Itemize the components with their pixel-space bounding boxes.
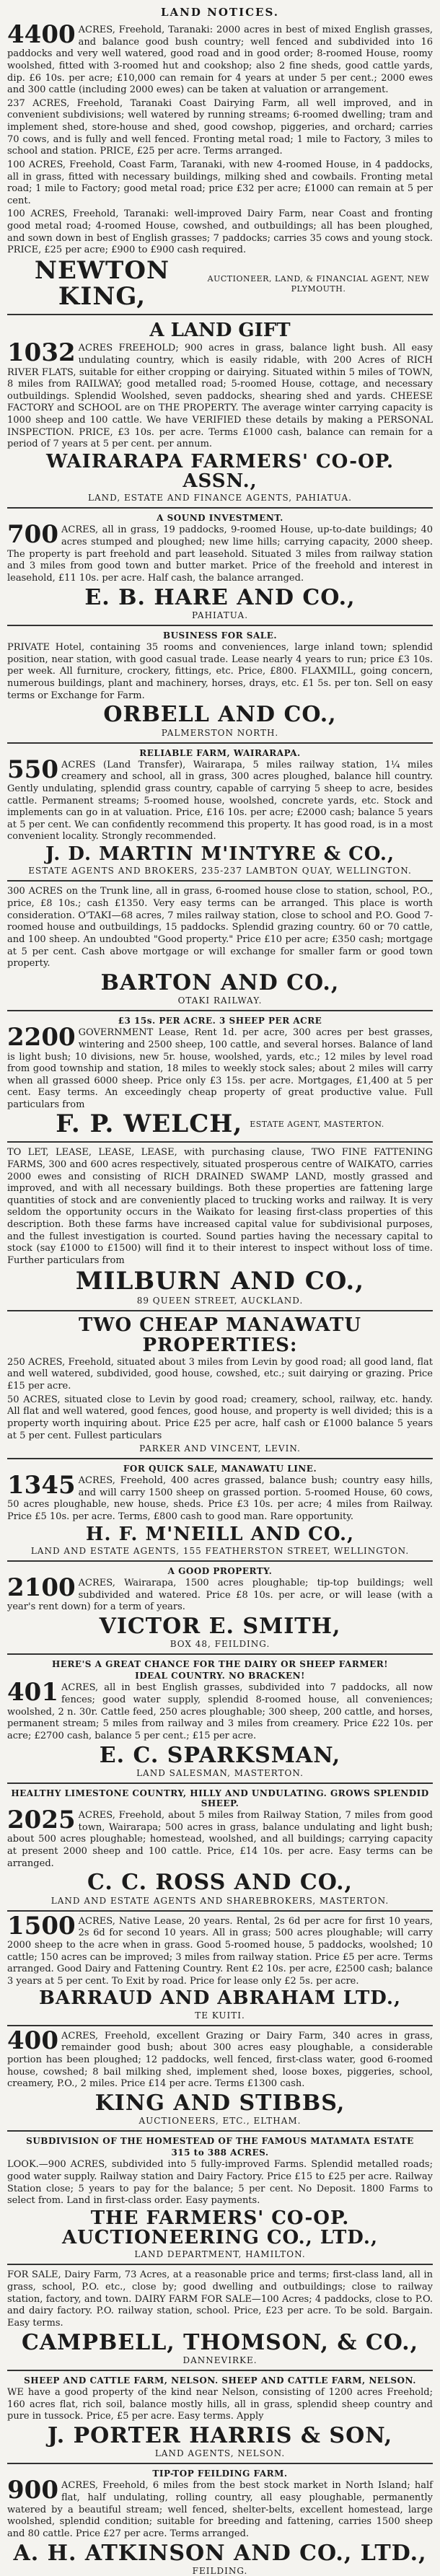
ad-lead-text: TO LET, LEASE, LEASE, LEASE, with purchasing clause, TWO FINE FATTENING FARMS, 300 and 600 acres respectively, situated prosperous centre of WAIKATO, carries 2000 ewes and consisting of RICH DRAINED SWAMP LAND, mostly grassed and improved, and with all necessary buildings. Both these properties are fattening large quantities of stock and are conveniently placed to trucking works and railway. It is very seldom the opportunity occurs in the Waikato for leasing first-class properties of this description. Both these farms have increased capital value for subdivisional purposes, and the fullest investigation is courted. Sound parties having the necessary capital to stock (say £1000 to £1500) will find it to their interest to inspect without loss of time. Further particulars from [7,1147,433,1266]
ad-lead-text: ACRES, all in best English grasses, subdivided into 7 paddocks, all now fences; good water supply, splendid 8-roomed house, all conveniences; woolshed, 2 n. 30r. Cattle feed, 250 acres ploughable; 300 sheep, 200 cattle, and horses, permanent stream; 5 miles from railway and 3 miles from creamery. Price £22 10s. per acre; £2700 cash, balance 5 per cent.; £15 per acre. [7,1682,433,1741]
advertiser-address: BOX 48, FEILDING. [170,1639,270,1650]
ad-subheading: IDEAL COUNTRY. NO BRACKEN! [135,1671,305,1682]
advertisement [7,1147,433,1306]
ad-paragraph: 50 ACRES, situated close to Levin by good road; creamery, school, railway, etc. handy. All flat and well watered, good fences, good house, and property is well divided; this is a property worth inquiring about. Price £25 per acre, half cash or £1000 balance 5 years at 5 per cent. Fullest particulars [7,1394,433,1441]
advertisement [7,1788,433,1906]
ad-heading: SHEEP AND CATTLE FARM, NELSON. SHEEP AND CATTLE FARM, NELSON. [24,2375,416,2386]
advertiser-name: WAIRARAPA FARMERS' CO-OP. ASSN., [45,450,395,493]
ad-heading: HERE'S A GREAT CHANCE FOR THE DAIRY OR SHEEP FARMER! [51,1659,389,1670]
divider [7,1782,433,1784]
divider [7,2025,433,2026]
advertisement [7,320,433,503]
ad-lead [7,1471,433,1524]
advertisement [7,2469,433,2576]
ad-lead-text: ACRES, Freehold, 400 acres grassed, balance bush; country easy hills, and will carry 1500 sheep on grassed portion. 5-roomed House, 60 cows, 50 acres ploughable, new house, sheds. Price £3 10s. per acre; 4 miles from Railway. Price £5 10s. per acre. Terms, £800 cash to good man. Rare opportunity. [7,1475,433,1523]
advertiser-address: ESTATE AGENTS AND BROKERS, 235-237 LAMBTON QUAY, WELLINGTON. [28,866,412,876]
advertiser-name: H. F. M'NEILL AND CO., [85,1523,355,1545]
advertisement [7,2269,433,2365]
ad-lead-number: 1500 [7,1911,76,1940]
advertiser-name: ORBELL AND CO., [103,702,337,728]
divider [7,1010,433,1011]
advertiser-row [7,255,433,311]
ad-paragraph: 100 ACRES, Freehold, Taranaki: well-improved Dairy Farm, near Coast and fronting good metal road; 4-roomed House, cowshed, and outbuildings; all has been ploughed, and sown down in best of English grasses; 7 paddocks; carries 35 cows and young stock. PRICE, £25 per acre; £900 to £900 cash required. [7,208,433,256]
advertisement [7,1659,433,1778]
ad-lead [7,338,433,451]
ad-lead-text: PRIVATE Hotel, containing 35 rooms and conveniences, large inland town; splendid position, near station, with good casual trade. Lease nearly 4 years to run; price £3 10s. per week. All furniture, crockery, fittings, etc. Price, £800. FLAXMILL, going concern, numerous buildings, plant and machinery, horses, drays, etc. £1 5s. per ton. Sell on easy terms or Exchange for Farm. [7,642,433,701]
advertiser-name: A. H. ATKINSON AND CO., LTD., [13,2540,427,2566]
ad-lead-text: ACRES FREEHOLD; 900 acres in grass, balance light bush. All easy undulating country, which is easily ridable, with 200 Acres of RICH RIVER FLATS, suitable for either cropping or dairying. Situated within 5 miles of TOWN, 8 miles from RAILWAY; good metalled road; 5-roomed House, cottage, and necessary outbuildings. Splendid Woolshed, seven paddocks, shearing shed and yards. CHEESE FACTORY and SCHOOL are on THE PROPERTY. The average winter carrying capacity is 1000 sheep and 100 cattle. We have VERIFIED these details by making a PERSONAL INSPECTION. PRICE, £3 10s. per acre. Terms £1000 cash, balance can remain for a period of 7 years at 5 per cent. per annum. [7,343,433,450]
ad-lead [7,1911,433,1988]
advertiser-name: BARTON AND CO., [100,970,340,995]
ad-lead [7,2026,433,2091]
divider [7,507,433,509]
ad-lead-number: 900 [7,2476,58,2505]
advertiser-address: PAHIATUA. [191,610,249,621]
ad-lead-number: 1032 [7,338,76,368]
divider [7,314,433,315]
advertiser-address: AUCTIONEERS, ETC., ELTHAM. [138,2116,302,2127]
ad-lead [7,2476,433,2540]
page-title: LAND NOTICES. [161,6,279,19]
ad-lead-number: 2100 [7,1573,76,1603]
ad-lead [7,1573,433,1614]
ad-lead-number: 1345 [7,1471,76,1500]
ad-lead-text: GOVERNMENT Lease, Rent 1d. per acre, 300 acres per best grasses, wintering and 2500 sheep, 100 cattle, and several horses. Balance of land is light bush; 10 divisions, new 5r. house, woolshed, yards, etc.; 12 miles by level road from good township and station, 18 miles to weekly stock sales; about 2 miles will carry when all grassed 6000 sheep. Price only £3 15s. per acre. Mortgages, £1,400 at 5 per cent. Easy terms. An exceedingly cheap property of great productive value. Full particulars from [7,1027,433,1111]
ad-heading: BUSINESS FOR SALE. [162,630,278,641]
advertiser-address: LAND AGENTS, NELSON. [154,2448,286,2459]
divider [7,1458,433,1459]
ad-lead-text: ACRES, all in grass, 19 paddocks, 9-roomed House, up-to-date buildings; 40 acres stumped and ploughed; new lime hills; carrying capacity, 2000 sheep. The property is part freehold and part leasehold. Situated 3 miles from railway station and 3 miles from good town and butter market. Price of the freehold and interest in leasehold, £11 10s. per acre. Half cash, the balance arranged. [7,524,433,584]
ad-lead-text: ACRES, Native Lease, 20 years. Rental, 2s 6d per acre for first 10 years, 2s 6d for second 10 years. All in grass; 500 acres ploughable; will carry 2000 sheep to the acre when in grass. Good 5-roomed house, 5 paddocks, woolshed; 10 cattle; 150 acres can be improved; 3 miles from railway station. Price £5 per acre. Terms arranged. Good Dairy and Fattening Country. Rent £2 10s. per acre, £2500 cash; balance 3 years at 5 per cent. To Exit by road. Price for lease only £2 5s. per acre. [7,1915,433,1987]
ad-lead-number: 2200 [7,1023,76,1052]
advertiser-name: THE FARMERS' CO-OP. AUCTIONEERING CO., LTD., [61,2207,379,2249]
advertiser-address: ESTATE AGENT, MASTERTON. [250,1119,384,1129]
ad-lead [7,1678,433,1742]
advertiser-address: TE KUITI. [195,2010,245,2021]
ad-lead [7,755,433,843]
ad-lead-number: 550 [7,755,58,784]
ad-heading: RELIABLE FARM, WAIRARAPA. [139,747,301,758]
advertisement [7,630,433,738]
advertiser-name: J. PORTER HARRIS & SON, [47,2422,393,2448]
advertisement [7,2375,433,2458]
ad-lead-text: FOR SALE, Dairy Farm, 73 Acres, at a reasonable price and terms; first-class land, all in grass, school, P.O. etc., close by; good dwelling and outbuildings; close to railway station, factory, and town. DAIRY FARM FOR SALE—100 Acres; 4 paddocks, close to P.O. and dairy factory. P.O. railway station, school. Price, £23 per acre. To be sold. Bargain. Easy terms. [7,2269,433,2329]
ad-lead-text: ACRES, Freehold, about 5 miles from Railway Station, 7 miles from good town, Wairarapa; 500 acres in grass, balance undulating and light bush; about 500 acres ploughable; homestead, woolshed, and all buildings; carrying capacity at present 2000 sheep and 100 cattle. Price, £14 10s. per acre. Easy terms can be arranged. [7,1810,433,1869]
ad-lead-number: 401 [7,1678,58,1707]
advertiser-address: OTAKI RAILWAY. [177,995,263,1006]
advertiser-address: LAND SALESMAN, MASTERTON. [136,1768,304,1779]
ad-paragraph: 100 ACRES, Freehold, Coast Farm, Taranaki, with new 4-roomed House, in 4 paddocks, all in grass, fitted with necessary buildings, milking shed and cowbails. Fronting metal road; 1 mile to Factory; good metal road; price £32 per acre; £1000 can remain at 5 per cent. [7,159,433,206]
ad-heading: A LAND GIFT [149,320,291,342]
ad-lead-text: ACRES (Land Transfer), Wairarapa, 5 miles railway station, 1¼ miles creamery and school, all in grass, 300 acres ploughed, balance hill country. Gently undulating, splendid grass country, capable of carrying 5 sheep to acre, besides cattle. Permanent streams; 5-roomed house, woolshed, concrete yards, etc. Stock and implements can go in at valuation. Price, £16 10s. per acre; £2000 cash; balance 5 years at 5 per cent. We can confidently recommend this property. It has good road, is in a most convenient locality. Strongly recommended. [7,759,433,843]
advertiser-name: CAMPBELL, THOMSON, & CO., [21,2329,419,2355]
divider [7,1653,433,1655]
advertiser-address: LAND DEPARTMENT, HAMILTON. [134,2249,306,2260]
divider [7,2130,433,2132]
ad-lead-number: 2025 [7,1806,76,1835]
advertiser-name: KING AND STIBBS, [94,2090,346,2116]
ad-lead-number: 400 [7,2026,58,2055]
advertiser-name: BARRAUD AND ABRAHAM LTD., [38,1987,402,2010]
advertiser-row [7,1109,433,1138]
advertiser-name: NEWTON KING, [34,255,170,311]
ad-heading: FOR QUICK SALE, MANAWATU LINE. [123,1464,317,1474]
ad-lead [7,1806,433,1870]
ad-lead-text: 300 ACRES on the Trunk line, all in grass, 6-roomed house close to station, school, P.O., price, £8 10s.; cash £1350. Very easy terms can be arranged. This place is worth consideration. O'TAKI—68 acres, 7 miles railway station, close to school and P.O. Good 7-roomed house and outbuildings, 15 paddocks. Splendid grazing country. 60 or 70 cattle, and 100 sheep. An undoubted "Good property." Price £10 per acre; £350 cash; mortgage at 5 per cent. Cash above mortgage or will exchange for smaller farm or good town property. [7,886,433,970]
advertiser-name: F. P. WELCH, [56,1109,243,1138]
ad-lead-text: ACRES, Freehold, Taranaki: 2000 acres in best of mixed English grasses, and balance good bush country; well fenced and subdivided into 16 paddocks and very well watered, good road and in good order; 8-roomed House, roomy woolshed, fitted with 3-roomed hut and cookshop; also 2 fine sheds, good cattle yards, dip. £6 10s. per acre; £10,000 can remain for 4 years at under 5 per cent.; 2000 ewes and 300 cattle (including 2000 ewes) can be taken at valuation or arrangement. [7,25,433,96]
divider [7,1560,433,1562]
advertiser-name: VICTOR E. SMITH, [99,1613,341,1639]
ad-heading: SUBDIVISION OF THE HOMESTEAD OF THE FAMOUS MATAMATA ESTATE [26,2136,414,2147]
advertiser-address: FEILDING. [192,2566,248,2576]
advertisement [7,20,433,311]
advertiser-description: AUCTIONEER, LAND, & FINANCIAL AGENT, NEW PLYMOUTH. [207,274,430,294]
advertisement [7,1464,433,1556]
ad-lead-text: ACRES, Freehold, excellent Grazing or Dairy Farm, 340 acres in grass, remainder good bush; about 300 acres easy ploughable, a considerable portion has been ploughed; 12 paddocks, well fenced, first-class water, good 6-roomed house, cowshed; 8 bail milking shed, implement shed, loose boxes, piggeries, school, creamery, P.O., 2 miles. Price £14 per acre. Terms £1300 cash. [7,2030,433,2090]
ad-paragraph: 237 ACRES, Freehold, Taranaki Coast Dairying Farm, all well improved, and in convenient subdivisions; well watered by running streams; 6-roomed dwelling; tram and implement shed, store-house and shed, good cowshop, piggeries, and orchard; carries 70 cows, and is fully and well fenced. Fronting metal road; 1 mile to Factory, 3 miles to school and station. PRICE, £25 per acre. Terms arranged. [7,97,433,157]
divider [7,880,433,882]
divider [7,625,433,626]
divider [7,2463,433,2464]
ad-lead-text: LOOK.—900 ACRES, subdivided into 5 fully-improved Farms. Splendid metalled roads; good water supply. Railway station and Dairy Factory. Price £15 to £25 per acre. Railway Station close; 5 years to pay for the balance; 5 per cent. No Deposit. 1800 Farms to select from. Land in first-class order. Easy payments. [7,2159,433,2207]
advertiser-name: MILBURN AND CO., [75,1266,365,1296]
divider [7,1141,433,1143]
ad-lead [7,1023,433,1111]
ad-lead [7,20,433,97]
advertiser-name: E. C. SPARKSMAN, [99,1742,341,1768]
advertisement [7,513,433,620]
ad-heading: A GOOD PROPERTY. [167,1566,273,1577]
divider [7,1310,433,1311]
ad-lead [7,520,433,584]
advertisement [7,1911,433,2021]
ad-heading: HEALTHY LIMESTONE COUNTRY, HILLY AND UNDULATING. GROWS SPLENDID SHEEP. [11,1788,429,1809]
advertisement [7,2136,433,2259]
ad-lead-text: ACRES, Wairarapa, 1500 acres ploughable; tip-top buildings; well subdivided and watered. Price £8 10s. per acre, or will lease (with a year's rent down) for a term of years. [7,1578,433,1613]
advertiser-address: PALMERSTON NORTH. [161,727,279,738]
advertisement [7,1316,433,1454]
advertiser-name: J. D. MARTIN M'INTYRE & CO., [45,843,395,866]
divider [7,742,433,744]
advertiser-name: E. B. HARE AND CO., [84,584,356,610]
ad-heading: A SOUND INVESTMENT. [157,513,283,524]
advertiser-name: C. C. ROSS AND CO., [87,1870,353,1896]
ad-heading: TIP-TOP FEILDING FARM. [152,2469,288,2479]
ad-paragraph: 250 ACRES, Freehold, situated about 3 miles from Levin by good road; all good land, flat and well watered, subdivided, good house, cowshed, etc.; suit dairying or grazing. Price £15 per acre. [7,1356,433,1392]
advertisement [7,1016,433,1137]
advertiser-address: LAND AND ESTATE AGENTS, 155 FEATHERSTON STREET, WELLINGTON. [30,1546,410,1557]
ad-lead-number: 700 [7,520,58,550]
advertiser-address: PARKER AND VINCENT, LEVIN. [139,1443,301,1454]
advertisement [7,1566,433,1649]
ad-subheading: 315 to 388 ACRES. [171,2148,269,2158]
advertiser-address: DANNEVIRKE. [182,2355,258,2366]
ad-lead-text: WE have a good property of the kind near Nelson, consisting of 1200 acres Freehold; 160 acres flat, rich soil, balance mostly hills, all in grass, splendid sheep country and pure in tussock. Price, £5 per acre. Easy terms. Apply [7,2387,433,2422]
advertisement [7,2026,433,2127]
advertisement [7,748,433,876]
ad-lead-number: 4400 [7,20,76,49]
ad-lead-text: ACRES, Freehold, 6 miles from the best stock market in North Island; half flat, half undulating, rolling country, all easy ploughable, permanently watered by a beautiful stream; well fenced, shelter-belts, excellent homestead, large woolshed, splendid condition; suitable for breeding and fattening, carries 1500 sheep and 80 cattle. Price £27 per acre. Terms arranged. [7,2480,433,2539]
ad-heading: £3 15s. PER ACRE. 3 SHEEP PER ACRE [118,1016,322,1027]
advertiser-address: 89 QUEEN STREET, AUCKLAND. [136,1296,304,1306]
advertiser-address: LAND AND ESTATE AGENTS AND SHAREBROKERS, MASTERTON. [50,1895,390,1906]
divider [7,2370,433,2371]
advertiser-address: LAND, ESTATE AND FINANCE AGENTS, PAHIATUA. [88,493,352,504]
divider [7,2264,433,2265]
advertiser-name: TWO CHEAP MANAWATU PROPERTIES: [78,1314,361,1356]
advertisement [7,886,433,1006]
